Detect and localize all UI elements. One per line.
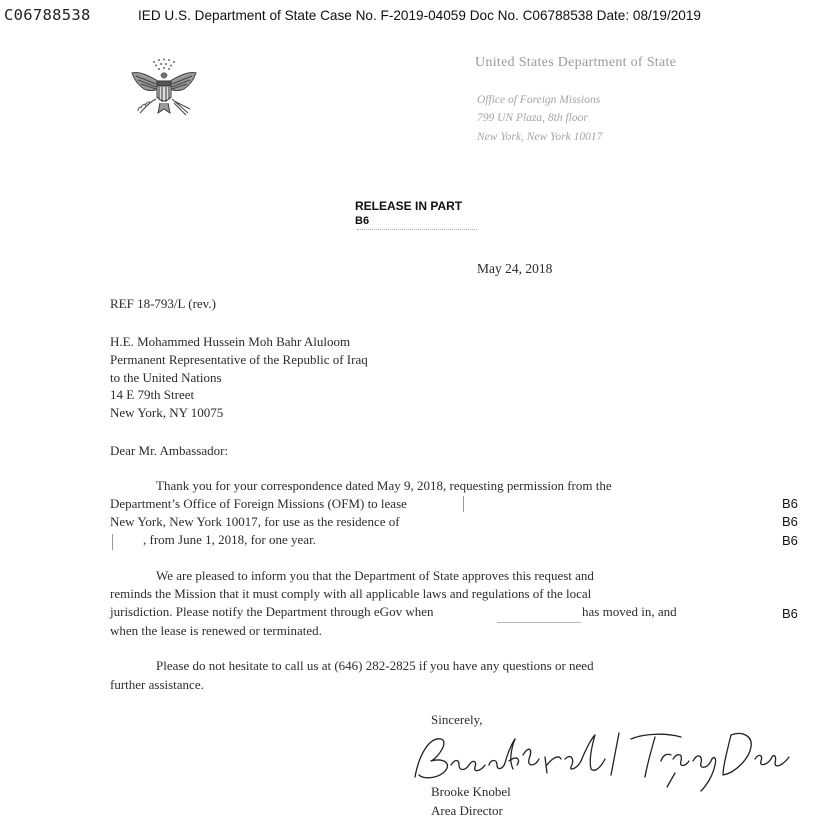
salutation: Dear Mr. Ambassador:: [110, 443, 229, 458]
letterhead-department: United States Department of State: [475, 55, 677, 70]
paragraph-2-line: when the lease is renewed or terminated.: [110, 623, 322, 638]
banner-text: IED U.S. Department of State Case No. F-2019-04059 Doc No. C06788538 Date: 08/19/2019: [138, 8, 701, 23]
redaction-code: B6: [782, 514, 798, 529]
paragraph-2-line: has moved in, and: [582, 604, 677, 619]
paragraph-3-line: Please do not hesitate to call us at (646) 282-2825 if you have any questions or need: [156, 658, 594, 673]
redaction-mark: [463, 496, 464, 512]
release-underline: [357, 229, 477, 230]
banner-doc-id: C06788538: [4, 6, 91, 24]
letter-date: May 24, 2018: [477, 261, 553, 276]
redaction-code: B6: [782, 533, 798, 548]
handwritten-signature: [405, 715, 805, 795]
paragraph-1-line: , from June 1, 2018, for one year.: [143, 532, 316, 547]
reference-number: REF 18-793/L (rev.): [110, 296, 216, 311]
closing: Sincerely,: [431, 712, 483, 727]
paragraph-1-line: Department’s Office of Foreign Missions (OFM) to lease: [110, 496, 407, 511]
redaction-mark: [497, 622, 581, 623]
signer-title: Area Director: [431, 803, 503, 818]
redaction-code: B6: [782, 496, 798, 511]
paragraph-2-line: We are pleased to inform you that the Department of State approves this request and: [156, 568, 594, 583]
paragraph-1-line: Thank you for your correspondence dated May 9, 2018, requesting permission from the: [156, 478, 612, 493]
address-line: 14 E 79th Street: [110, 387, 195, 402]
paragraph-2-line: reminds the Mission that it must comply with all applicable laws and regulations of the local: [110, 586, 592, 601]
letterhead-city: New York, New York 10017: [477, 131, 603, 143]
redaction-mark: [112, 534, 113, 550]
release-code: B6: [355, 215, 370, 227]
signer-name: Brooke Knobel: [431, 784, 511, 799]
letterhead-street: 799 UN Plaza, 8th floor: [477, 112, 588, 124]
paragraph-2-line: jurisdiction. Please notify the Department through eGov when: [110, 604, 434, 619]
address-line: New York, NY 10075: [110, 405, 224, 420]
paragraph-3-line: further assistance.: [110, 677, 204, 692]
address-line: Permanent Representative of the Republic of Iraq: [110, 352, 368, 367]
department-seal-icon: [128, 57, 200, 129]
letterhead-office: Office of Foreign Missions: [477, 94, 601, 106]
paragraph-1-line: New York, New York 10017, for use as the residence of: [110, 514, 400, 529]
address-line: to the United Nations: [110, 370, 222, 385]
address-line: H.E. Mohammed Hussein Moh Bahr Aluloom: [110, 334, 351, 349]
redaction-code: B6: [782, 606, 798, 621]
release-label: RELEASE IN PART: [355, 199, 463, 213]
